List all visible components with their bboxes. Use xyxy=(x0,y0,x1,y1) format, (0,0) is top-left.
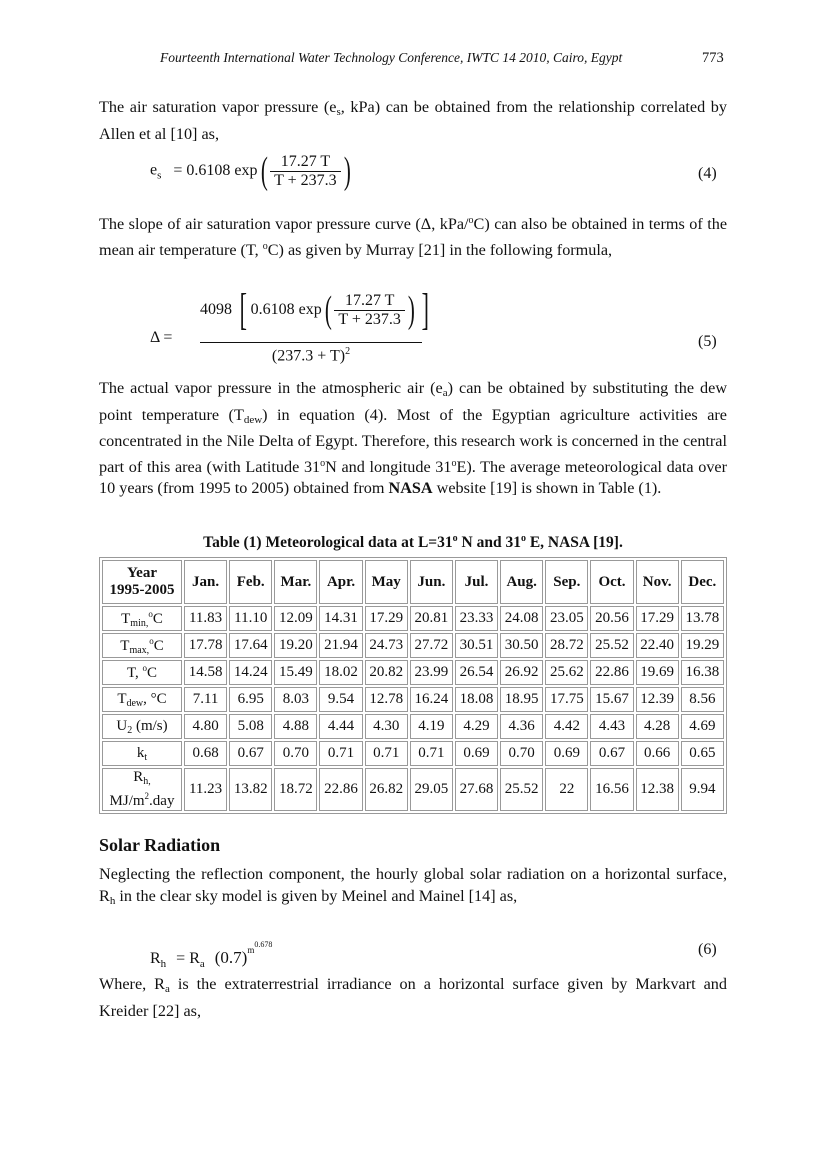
p2-text-b: C) can also be obtained in terms of the mean air temperature (T, xyxy=(99,215,728,259)
equation-4-number: (4) xyxy=(698,165,717,182)
table-cell: 0.70 xyxy=(274,741,317,766)
row-label-sub: t xyxy=(144,751,148,763)
caption-text-a: Table (1) Meteorological data at L=31 xyxy=(203,534,453,552)
table-cell: 23.33 xyxy=(455,606,498,631)
corner-line-2: 1995-2005 xyxy=(109,582,175,598)
equation-5-number: (5) xyxy=(698,333,717,350)
table-cell: 0.69 xyxy=(545,741,588,766)
month-header: Feb. xyxy=(229,560,272,604)
row-label-unit: (m/s) xyxy=(132,717,168,734)
table-cell: 12.78 xyxy=(365,687,408,712)
eq6-lhs: R xyxy=(150,950,161,967)
month-header: Sep. xyxy=(545,560,588,604)
table-cell: 25.52 xyxy=(590,633,633,658)
table-cell: 9.94 xyxy=(681,768,724,811)
table-cell: 12.39 xyxy=(636,687,679,712)
table-cell: 19.20 xyxy=(274,633,317,658)
eq4-lhs-sub: s xyxy=(157,169,162,182)
table-cell: 9.54 xyxy=(319,687,362,712)
table-cell: 30.50 xyxy=(500,633,543,658)
row-label-sup: o xyxy=(149,635,154,646)
table-cell: 22.86 xyxy=(319,768,362,811)
page-number: 773 xyxy=(702,50,724,66)
eq5-inner-denominator: T + 237.3 xyxy=(334,310,405,329)
row-label-sup: o xyxy=(142,663,148,673)
table-cell: 20.56 xyxy=(590,606,633,631)
table-cell: 14.31 xyxy=(319,606,362,631)
eq5-inner-fraction xyxy=(334,292,405,329)
table-cell: 22.40 xyxy=(636,633,679,658)
row-label-c: .day xyxy=(149,793,175,809)
p3-text-f: website [19] is shown in Table (1). xyxy=(432,479,662,497)
row-label-label: T, xyxy=(126,665,143,681)
table-cell: 24.73 xyxy=(365,633,408,658)
table-cell: 13.82 xyxy=(229,768,272,811)
eq5-den-sup: 2 xyxy=(345,346,351,357)
corner-line-1: Year xyxy=(127,565,157,581)
p5-text-b: is the extraterrestrial irradiance on a horizontal surface given by Markvart and Kreider [22] as, xyxy=(99,975,727,1020)
row-label xyxy=(102,606,182,631)
meteorological-table xyxy=(99,557,727,814)
table-cell: 17.75 xyxy=(545,687,588,712)
table-row xyxy=(102,633,724,658)
p2-text-c: C) as given by Murray [21] in the following formula, xyxy=(267,240,613,259)
table-cell: 0.71 xyxy=(365,741,408,766)
table-row xyxy=(102,768,724,811)
eq5-fraction xyxy=(200,285,429,365)
table-cell: 13.78 xyxy=(681,606,724,631)
row-label-sub: min, xyxy=(130,617,149,629)
eq5-bracket-right: ] xyxy=(421,285,429,334)
eq6-exp: m xyxy=(247,945,255,955)
row-label-label: U xyxy=(116,717,128,734)
p2-sup-1: o xyxy=(468,215,474,226)
row-label-label: T xyxy=(117,690,127,707)
eq5-fraction-bar xyxy=(200,342,422,343)
row-label-a: R xyxy=(133,769,144,785)
table-cell: 28.72 xyxy=(545,633,588,658)
table-cell: 4.44 xyxy=(319,714,362,739)
row-label-label: T xyxy=(121,610,131,627)
p1-text-a: The air saturation vapor pressure (e xyxy=(99,98,337,116)
equation-4 xyxy=(150,152,353,190)
table-cell: 4.36 xyxy=(500,714,543,739)
p3-text-e: E). The average meteorological data over 10 years (from 1995 to 2005) obtained from xyxy=(99,457,728,497)
table-cell: 0.71 xyxy=(410,741,453,766)
row-label-sub: 2 xyxy=(127,724,133,736)
table-cell: 12.38 xyxy=(636,768,679,811)
p1-text-b: , kPa) can be obtained from the relationship correlated by Allen et al [10] as, xyxy=(99,98,727,143)
month-header: Nov. xyxy=(636,560,679,604)
table-cell: 18.02 xyxy=(319,660,362,685)
row-label-unit: C xyxy=(152,610,163,627)
table-cell: 11.83 xyxy=(184,606,227,631)
eq5-num-a: 4098 xyxy=(200,301,232,318)
table-cell: 4.29 xyxy=(455,714,498,739)
p2-sup-2: o xyxy=(262,240,268,252)
section-title: Solar Radiation xyxy=(99,835,221,855)
table-cell: 18.08 xyxy=(455,687,498,712)
row-label xyxy=(102,768,182,811)
table-cell: 6.95 xyxy=(229,687,272,712)
table-cell: 15.49 xyxy=(274,660,317,685)
table-row xyxy=(102,606,724,631)
table-cell: 18.72 xyxy=(274,768,317,811)
table-cell: 0.71 xyxy=(319,741,362,766)
caption-text-c: E, NASA [19]. xyxy=(525,534,623,552)
eq4-coef: = 0.6108 exp xyxy=(173,161,258,179)
p3-text-c: ) in equation (4). Most of the Egyptian agriculture activities are concentrated in the Nile Delta of Egypt. Therefore, this research work is concerned in the central part of this area (with Latitude 31 xyxy=(99,405,727,476)
table-cell: 18.95 xyxy=(500,687,543,712)
p4-text-a: Neglecting the reflection component, the hourly global solar radiation on a horizontal surface, R xyxy=(99,865,727,905)
table-cell: 26.82 xyxy=(365,768,408,811)
table-cell: 22 xyxy=(545,768,588,811)
month-header: May xyxy=(365,560,408,604)
p4-sub: h xyxy=(109,894,116,907)
row-label-unit: C xyxy=(147,665,158,681)
row-label-sup: o xyxy=(148,608,153,619)
table-cell: 25.52 xyxy=(500,768,543,811)
p5-sub: a xyxy=(164,983,170,995)
month-header: Jul. xyxy=(455,560,498,604)
caption-sup-1: o xyxy=(452,533,458,544)
eq6-base: (0.7) xyxy=(214,948,248,967)
table-row xyxy=(102,687,724,712)
eq4-rparen: ) xyxy=(343,150,351,192)
caption-sup-2: o xyxy=(520,533,526,544)
table-cell: 14.24 xyxy=(229,660,272,685)
table-cell: 0.67 xyxy=(229,741,272,766)
table-row xyxy=(102,741,724,766)
row-label-unit: , °C xyxy=(143,690,167,707)
paragraph-2 xyxy=(99,210,727,261)
eq5-denominator xyxy=(200,346,422,365)
row-label xyxy=(102,633,182,658)
row-label-label: T xyxy=(120,637,130,654)
eq5-lhs: Δ = xyxy=(150,329,173,346)
running-header: Fourteenth International Water Technology Conference, IWTC 14 2010, Cairo, Egypt xyxy=(160,50,623,65)
paragraph-4 xyxy=(99,864,727,912)
p3-sup-2: o xyxy=(451,457,457,469)
table-cell: 8.56 xyxy=(681,687,724,712)
eq6-lhs-sub: h xyxy=(160,958,167,970)
table-cell: 16.56 xyxy=(590,768,633,811)
eq5-inner-numerator: 17.27 T xyxy=(344,291,395,309)
row-label-sub: h, xyxy=(143,776,151,787)
eq5-lparen: ( xyxy=(324,289,332,331)
table-cell: 17.29 xyxy=(636,606,679,631)
table-row xyxy=(102,714,724,739)
table-cell: 4.88 xyxy=(274,714,317,739)
caption-text-b: N and 31 xyxy=(457,534,521,552)
month-header: Jun. xyxy=(410,560,453,604)
row-label-sup: 2 xyxy=(144,791,150,801)
row-label xyxy=(102,714,182,739)
table-cell: 24.08 xyxy=(500,606,543,631)
month-header: Mar. xyxy=(274,560,317,604)
eq4-denominator: T + 237.3 xyxy=(270,171,341,190)
p5-text-a: Where, R xyxy=(99,975,165,993)
paragraph-1 xyxy=(99,97,727,145)
table-cell: 22.86 xyxy=(590,660,633,685)
table-cell: 4.30 xyxy=(365,714,408,739)
table-cell: 0.69 xyxy=(455,741,498,766)
table-cell: 0.65 xyxy=(681,741,724,766)
row-label xyxy=(102,660,182,685)
table-cell: 23.99 xyxy=(410,660,453,685)
table-cell: 7.11 xyxy=(184,687,227,712)
p2-text-a: The slope of air saturation vapor pressure curve (Δ, kPa/ xyxy=(99,215,469,233)
row-label xyxy=(102,741,182,766)
eq4-numerator: 17.27 T xyxy=(280,152,331,170)
table-row xyxy=(102,660,724,685)
p3-sub-2: dew xyxy=(243,413,263,426)
paragraph-5 xyxy=(99,974,727,1022)
table-cell: 4.42 xyxy=(545,714,588,739)
eq4-fraction xyxy=(270,153,341,190)
table-cell: 21.94 xyxy=(319,633,362,658)
p3-text-b: ) can be obtained by substituting the dew point temperature (T xyxy=(99,379,728,424)
table-cell: 4.69 xyxy=(681,714,724,739)
table-cell: 19.29 xyxy=(681,633,724,658)
p1-sub: s xyxy=(336,106,341,118)
month-header: Apr. xyxy=(319,560,362,604)
eq5-bracket-left: [ xyxy=(239,285,247,334)
table-cell: 4.19 xyxy=(410,714,453,739)
eq4-lhs: e xyxy=(150,161,158,179)
table-cell: 25.62 xyxy=(545,660,588,685)
row-label-unit: C xyxy=(153,637,164,654)
table-cell: 0.66 xyxy=(636,741,679,766)
eq5-num-b: 0.6108 exp xyxy=(250,301,322,318)
eq6-mid: = R xyxy=(176,950,200,967)
table-cell: 4.80 xyxy=(184,714,227,739)
eq5-den-text: (237.3 + T) xyxy=(271,347,346,365)
table-cell: 20.81 xyxy=(410,606,453,631)
table-cell: 0.70 xyxy=(500,741,543,766)
eq5-numerator xyxy=(200,285,429,340)
table-cell: 4.28 xyxy=(636,714,679,739)
table-cell: 8.03 xyxy=(274,687,317,712)
p3-sup-1: o xyxy=(320,457,326,469)
table-cell: 12.09 xyxy=(274,606,317,631)
table-cell: 16.38 xyxy=(681,660,724,685)
table-cell: 29.05 xyxy=(410,768,453,811)
table-cell: 16.24 xyxy=(410,687,453,712)
table-cell: 11.10 xyxy=(229,606,272,631)
month-header: Jan. xyxy=(184,560,227,604)
table-cell: 26.54 xyxy=(455,660,498,685)
eq6-exp-sup: 0.678 xyxy=(254,940,273,949)
equation-6-number: (6) xyxy=(698,941,717,958)
table-corner-cell xyxy=(102,560,182,604)
table-cell: 15.67 xyxy=(590,687,633,712)
equation-6 xyxy=(150,940,272,970)
table-header-row xyxy=(102,560,724,604)
table-cell: 5.08 xyxy=(229,714,272,739)
table-cell: 19.69 xyxy=(636,660,679,685)
table-cell: 27.68 xyxy=(455,768,498,811)
eq6-mid-sub: a xyxy=(199,958,205,970)
table-cell: 26.92 xyxy=(500,660,543,685)
row-label-sub: dew xyxy=(126,697,144,709)
row-label-b: MJ/m xyxy=(109,793,145,809)
p3-text-d: N and longitude 31 xyxy=(325,457,452,476)
table-cell: 17.64 xyxy=(229,633,272,658)
row-label xyxy=(102,687,182,712)
table-cell: 0.67 xyxy=(590,741,633,766)
p3-bold-nasa: NASA xyxy=(388,479,433,497)
row-label-sub: max, xyxy=(129,644,150,656)
table-cell: 20.82 xyxy=(365,660,408,685)
eq4-lparen: ( xyxy=(260,150,268,192)
p4-text-b: in the clear sky model is given by Meinel and Mainel [14] as, xyxy=(115,886,518,905)
table-cell: 11.23 xyxy=(184,768,227,811)
month-header: Oct. xyxy=(590,560,633,604)
month-header: Dec. xyxy=(681,560,724,604)
table-cell: 14.58 xyxy=(184,660,227,685)
eq5-rparen: ) xyxy=(407,289,415,331)
table-cell: 17.78 xyxy=(184,633,227,658)
table-cell: 27.72 xyxy=(410,633,453,658)
table-caption xyxy=(0,533,826,552)
paragraph-3 xyxy=(99,378,727,500)
month-header: Aug. xyxy=(500,560,543,604)
table-cell: 0.68 xyxy=(184,741,227,766)
table-cell: 23.05 xyxy=(545,606,588,631)
table-cell: 17.29 xyxy=(365,606,408,631)
p3-sub-1: a xyxy=(442,387,448,399)
table-cell: 30.51 xyxy=(455,633,498,658)
p3-text-a: The actual vapor pressure in the atmospheric air (e xyxy=(99,379,443,397)
table-cell: 4.43 xyxy=(590,714,633,739)
row-label-label: k xyxy=(136,744,145,761)
